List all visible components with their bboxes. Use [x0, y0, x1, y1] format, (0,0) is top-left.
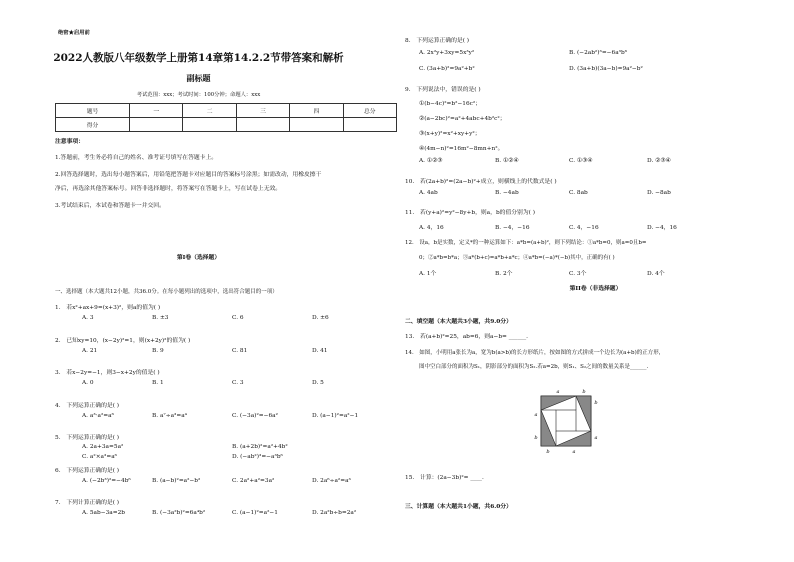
question-5-option[interactable]: B. (a+2b)²=a²+4b² — [232, 444, 288, 450]
question-9-option[interactable]: B. ①②④ — [495, 158, 519, 164]
question-10-stem: 10. 若(2a+b)²=(2a−b)²+成立，则横线上的代数式是( ) — [405, 179, 557, 185]
score-cell[interactable] — [183, 118, 236, 132]
question-1-stem: 1. 若x²+ax+9=(x+3)²，则a的值为( ) — [55, 305, 161, 311]
question-9-option[interactable]: C. ①③④ — [569, 158, 593, 164]
notes-item: 净后，再选涂其他答案标号。回答非选择题时，将答案写在答题卡上，写在试卷上无效。 — [55, 186, 282, 192]
question-1-option[interactable]: A. 3 — [82, 315, 94, 321]
question-4-option[interactable]: D. (a−1)²=a²−1 — [312, 412, 359, 419]
question-12-stem: 12. 设a，b是实数，定义*的一种运算如下：a*b=(a+b)²，则下列结论：①a*b=0，则a=0且b= — [405, 240, 647, 246]
page-subtitle: 副标题 — [186, 73, 211, 83]
question-1-option[interactable]: D. ±6 — [312, 315, 329, 321]
score-header-cell: 题号 — [56, 104, 130, 118]
question-12-option[interactable]: C. 3个 — [569, 271, 587, 277]
question-7-option[interactable]: C. (a−1)²=a²−1 — [232, 510, 278, 516]
question-12-option[interactable]: D. 4个 — [647, 271, 665, 277]
question-3-option[interactable]: C. 3 — [232, 380, 244, 386]
question-9-stem: 9. 下列说法中，错误的是( ) — [405, 87, 481, 93]
question-4-option[interactable]: A. a³·a²=a⁶ — [82, 412, 114, 419]
question-10-option[interactable]: D. −8ab — [647, 190, 671, 196]
figure-label: a — [556, 389, 560, 395]
score-header-cell: 三 — [236, 104, 289, 118]
score-header-cell: 四 — [290, 104, 343, 118]
question-12-option[interactable]: B. 2个 — [495, 271, 513, 277]
question-9-option[interactable]: A. ①②③ — [419, 158, 443, 164]
question-3-option[interactable]: B. 1 — [152, 380, 164, 386]
question-9-item: ④(4m−n)²=16m²−8mn+n²。 — [419, 146, 504, 152]
question-2-option[interactable]: C. 81 — [232, 347, 248, 354]
question-8-option[interactable]: D. (3a+b)(3a−b)=9a²−b² — [569, 66, 643, 72]
question-7-stem: 7. 下列计算正确的是( ) — [55, 500, 120, 506]
question-2-option[interactable]: B. 9 — [152, 347, 164, 354]
question-2-stem: 2. 已知xy=10，(x−2y)²=1，则(x+2y)²的值为( ) — [55, 337, 191, 344]
figure-label: b — [546, 449, 550, 455]
question-1-option[interactable]: C. 6 — [232, 315, 244, 321]
question-1-option[interactable]: B. ±3 — [152, 315, 169, 321]
question-6-stem: 6. 下列运算正确的是( ) — [55, 467, 120, 474]
question-6-option[interactable]: B. (a−b)²=a²−b² — [152, 477, 201, 484]
question-7-option[interactable]: B. (−3a²b)²=6a⁴b² — [152, 510, 206, 516]
question-11-option[interactable]: C. 4，−16 — [569, 225, 599, 231]
question-6-option[interactable]: D. 2a⁶÷a²=a³ — [312, 477, 351, 484]
square-figure — [531, 386, 601, 456]
score-header-cell: 总分 — [343, 104, 396, 118]
score-header-cell: 二 — [183, 104, 236, 118]
right-page — [397, 0, 794, 562]
figure-label: a — [534, 412, 538, 418]
question-8-option[interactable]: B. (−2ab²)³=−6a³b⁶ — [569, 50, 628, 56]
section1-title: 第I卷（选择题） — [176, 255, 221, 261]
question-5-stem: 5. 下列运算正确的是( ) — [55, 435, 120, 441]
question-3-stem: 3. 若x−2y=−1，则3−x+2y的值是( ) — [55, 370, 160, 376]
question-12-stem-cont: 0；②a*b=b*a；③a*(b+c)=a*b+a*c；④a*b=(−a)*(−b)其中，正确的有( ) — [419, 255, 615, 261]
secret-label: 绝密★启用前 — [58, 30, 90, 36]
question-14-line2: 图中空白部分的面积为S₁，阴影部分的面积为S₂.若a=2b，则S₁、S₂之间的数量关系是______. — [419, 364, 649, 370]
shaded-triangle — [556, 431, 591, 446]
figure-label: b — [534, 435, 538, 441]
question-10-option[interactable]: B. −4ab — [495, 190, 519, 196]
notes-item: 1.答题前，考生务必将自己的姓名、准考证号填写在答题卡上。 — [55, 155, 218, 161]
score-cell[interactable] — [290, 118, 343, 132]
score-cell[interactable] — [236, 118, 289, 132]
shaded-triangle — [541, 410, 556, 446]
shaded-triangle — [576, 396, 591, 431]
question-11-option[interactable]: B. −4，−16 — [495, 225, 530, 231]
notes-heading: 注意事项： — [55, 139, 84, 145]
question-8-option[interactable]: C. (3a+b)²=9a²+b² — [419, 66, 475, 72]
question-4-stem: 4. 下列运算正确的是( ) — [55, 402, 120, 409]
figure-label: a — [572, 449, 576, 455]
score-table — [55, 103, 397, 132]
figure-label: a — [594, 435, 598, 441]
score-cell[interactable] — [343, 118, 396, 132]
question-2-option[interactable]: A. 21 — [82, 347, 98, 354]
question-14-line1: 14. 如图，小明用a张长为a，宽为b(a>b)的长方形纸片，按如图的方式拼成一个边长为(a+b)的正方形， — [405, 350, 665, 356]
section3-part: 三、计算题（本大题共1小题，共6.0分） — [405, 504, 512, 510]
question-8-stem: 8. 下列运算正确的是( ) — [405, 38, 470, 44]
section2-part: 二、填空题（本大题共3小题，共9.0分） — [405, 319, 512, 325]
figure-label: b — [594, 400, 598, 406]
page-title: 2022人教版八年级数学上册第14章第14.2.2节带答案和解析 — [53, 52, 344, 64]
question-15: 15. 计算：(2a−3b)²= ____. — [405, 475, 484, 481]
question-11-option[interactable]: A. 4，16 — [419, 225, 444, 231]
notes-item: 2.回答选择题时，选出每小题答案后，用铅笔把答题卡对应题目的答案标号涂黑；如需改动，用橡皮擦干 — [55, 172, 322, 178]
question-6-option[interactable]: A. (−2b³)²=−4b⁶ — [82, 477, 131, 484]
question-13: 13. 若(a+b)²=25，ab=6，则a−b= ______. — [405, 334, 528, 340]
section2-title: 第II卷（非选择题） — [569, 286, 622, 292]
shaded-triangle — [541, 396, 576, 410]
score-header-cell: 一 — [130, 104, 183, 118]
score-cell[interactable] — [130, 118, 183, 132]
inner-square — [556, 410, 576, 431]
question-4-option[interactable]: C. (−3a)²=−6a² — [232, 412, 278, 419]
question-8-option[interactable]: A. 2x²y+3xy=5x³y² — [419, 50, 475, 56]
exam-info: 考试范围：xxx；考试时间：100分钟；命题人：xxx — [136, 92, 261, 98]
question-9-item: ①(b−4c)²=b²−16c²； — [419, 101, 482, 107]
question-2-option[interactable]: D. 41 — [312, 347, 328, 354]
question-9-item: ③(x+y)²=x²+xy+y²； — [419, 131, 481, 137]
score-row-label: 得分 — [56, 118, 130, 132]
question-5-option[interactable]: C. a²×a³=a⁶ — [82, 454, 117, 460]
section1-part: 一、选择题（本大题共12小题，共36.0分。在每小题列出的选项中，选出符合题目的一项） — [55, 289, 278, 295]
question-7-option[interactable]: A. 5ab−3a=2b — [82, 510, 125, 516]
question-3-option[interactable]: D. 5 — [312, 380, 324, 386]
question-5-option[interactable]: A. 2a+3a=5a² — [82, 444, 124, 450]
question-6-option[interactable]: C. 2a²+a²=3a² — [232, 477, 275, 484]
question-9-option[interactable]: D. ②③④ — [647, 158, 671, 164]
notes-item: 3.考试结束后，本试卷和答题卡一并交回。 — [55, 203, 165, 209]
question-10-option[interactable]: A. 4ab — [419, 190, 438, 196]
figure-label: b — [582, 389, 586, 395]
question-11-option[interactable]: D. −4，16 — [647, 225, 677, 231]
question-4-option[interactable]: B. a⁷÷a³=a⁴ — [152, 412, 187, 419]
question-11-stem: 11. 若(y+a)²=y²−8y+b，则a，b的值分别为( ) — [405, 210, 535, 216]
question-12-option[interactable]: A. 1个 — [419, 271, 437, 277]
question-9-item: ②(a−2bc)²=a²+4abc+4b²c²； — [419, 116, 506, 122]
question-5-option[interactable]: D. (−ab²)³=−a³b⁶ — [232, 454, 283, 460]
question-7-option[interactable]: D. 2a²b÷b=2a² — [312, 510, 357, 516]
question-3-option[interactable]: A. 0 — [82, 380, 94, 386]
question-10-option[interactable]: C. 8ab — [569, 190, 588, 196]
